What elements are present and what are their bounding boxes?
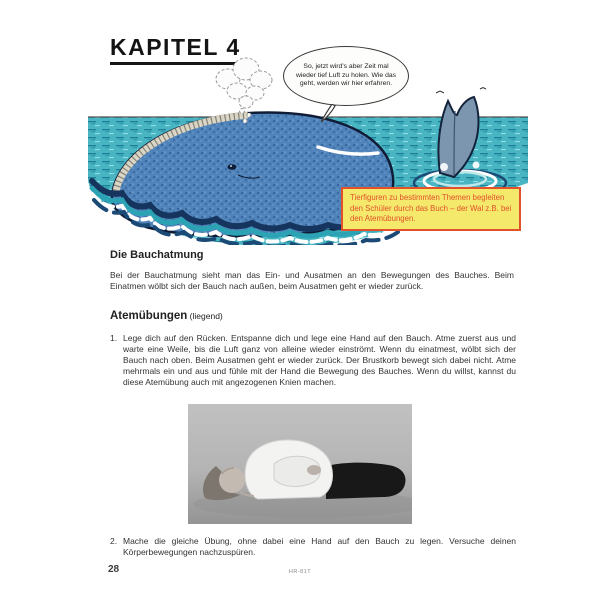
- subsection-qualifier: (liegend): [187, 311, 223, 321]
- exercise-photo: [188, 404, 412, 524]
- print-code: HR-81T: [288, 569, 312, 575]
- page-number: 28: [108, 564, 120, 575]
- item-number: 2.: [110, 536, 118, 546]
- exercise-item-2: [110, 536, 516, 558]
- subsection-title: Atemübungen: [110, 310, 188, 322]
- whale-eye: [228, 164, 237, 170]
- exercise-item-1: [110, 333, 516, 388]
- callout-box: Tierfiguren zu bestimmten Themen begleiten den Schüler durch das Buch – der Wal z.B. bei den Atemübungen.: [341, 187, 521, 231]
- item-text: Lege dich auf den Rücken. Entspanne dich und lege eine Hand auf den Bauch. Atme zuerst aus und warte eine Weile, bis die Luft ganz von alleine wieder einströmt. Wenn du einatmest, wölbt sich der Bauch nach oben. Beim Ausatmen geht er wieder zurück. Der Brustkorb bewegt sich dabei nicht. Atme mehrmals ein und aus und fühle mit der Hand die Bewegung des Bauches. Wenn du willst, kannst du diese Atemübung auch mit angezogenen Knien machen.: [123, 333, 516, 387]
- spray-specks: [436, 88, 486, 94]
- speech-bubble: So, jetzt wird's aber Zeit mal wieder tief Luft zu holen. Wie das geht, werden wir hier erfahren.: [283, 46, 409, 106]
- item-text: Mache die gleiche Übung, ohne dabei eine Hand auf den Bauch zu legen. Versuche deinen Körperbewegungen nachzuspüren.: [123, 536, 516, 557]
- subsection-heading: [110, 310, 223, 322]
- section-paragraph: Bei der Bauchatmung sieht man das Ein- und Ausatmen an den Bewegungen des Bauches. Beim Einatmen wölbt sich der Bauch nach außen, beim Ausatmen geht er wieder zurück.: [110, 270, 514, 291]
- person-lying-figure: [188, 404, 412, 524]
- speech-bubble-tail: [321, 104, 337, 123]
- person-hand: [307, 465, 321, 475]
- person-head: [219, 467, 245, 493]
- item-number: 1.: [110, 333, 118, 343]
- section-heading: Die Bauchatmung: [110, 249, 204, 261]
- person-legs: [326, 463, 406, 499]
- chapter-title: KAPITEL 4: [110, 34, 245, 65]
